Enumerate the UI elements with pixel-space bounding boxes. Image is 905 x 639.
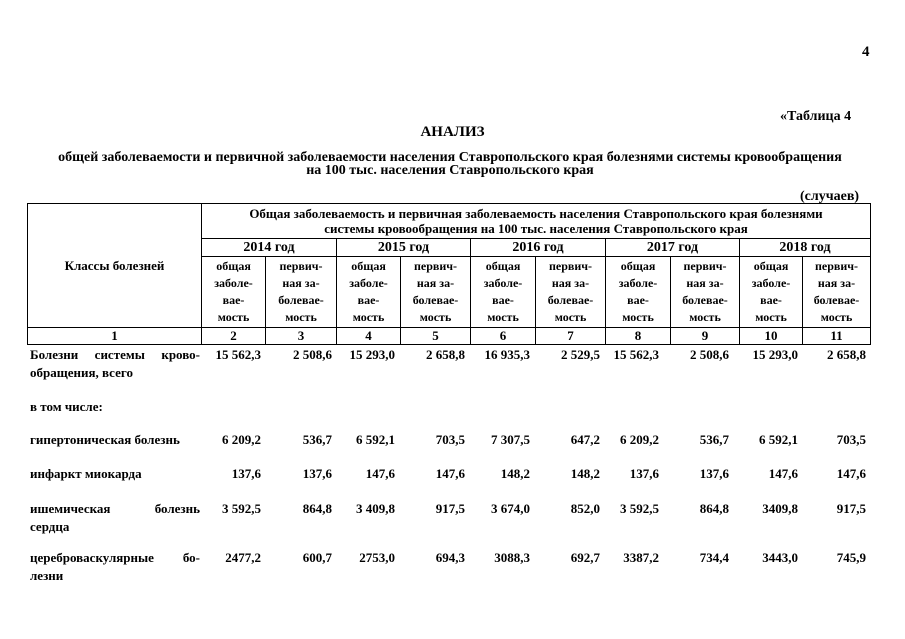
subheader-line: мость xyxy=(554,310,587,324)
main-header-line-1: Общая заболеваемость и первичная заболеваемость населения Ставропольского края болезнями xyxy=(249,206,823,221)
subheader-line: первич- xyxy=(814,259,859,273)
subheader-line: общая xyxy=(753,259,789,273)
subheader-line: вае- xyxy=(760,293,782,307)
row-value: 147,6 xyxy=(768,466,798,481)
row-value: 864,8 xyxy=(699,501,729,516)
table-row xyxy=(27,431,870,451)
general-incidence-header xyxy=(740,257,803,328)
row-value: 137,6 xyxy=(302,466,332,481)
row-value: 6 592,1 xyxy=(356,432,395,447)
subheader-line: заболе- xyxy=(214,276,253,290)
row-value: 137,6 xyxy=(231,466,261,481)
class-column-header xyxy=(28,204,202,328)
column-number: 6 xyxy=(471,328,536,345)
subheader-line: мость xyxy=(622,310,654,324)
general-incidence-header xyxy=(471,257,536,328)
row-value: 148,2 xyxy=(570,466,600,481)
row-value: 3 592,5 xyxy=(222,501,261,516)
row-value: 745,9 xyxy=(836,550,866,565)
row-value: 6 209,2 xyxy=(620,432,659,447)
general-incidence-header xyxy=(606,257,671,328)
year-header: 2014 год xyxy=(202,239,337,257)
primary-incidence-header xyxy=(803,257,871,328)
column-number: 3 xyxy=(266,328,337,345)
data-table-header xyxy=(27,203,871,345)
column-number: 9 xyxy=(671,328,740,345)
general-incidence-header xyxy=(202,257,266,328)
year-header: 2015 год xyxy=(337,239,471,257)
row-value: 147,6 xyxy=(365,466,395,481)
row-label-line-1: в том числе: xyxy=(30,399,103,414)
row-value: 2 508,6 xyxy=(293,347,332,362)
row-label xyxy=(30,431,200,449)
year-header: 2017 год xyxy=(606,239,740,257)
row-value: 692,7 xyxy=(570,550,600,565)
subheader-line: заболе- xyxy=(349,276,388,290)
subheader-line: мость xyxy=(820,310,853,324)
subtitle-line-1: общей заболеваемости и первичной заболеваемости населения Ставропольского края болезнями системы кровообращения xyxy=(58,150,842,165)
column-number: 11 xyxy=(803,328,871,345)
row-value: 2477,2 xyxy=(225,550,261,565)
page-number: 4 xyxy=(862,44,870,60)
subheader-line: заболе- xyxy=(483,276,523,290)
subheader-line: первич- xyxy=(413,259,458,273)
subheader-line: ная за- xyxy=(686,276,724,290)
subheader-line: мость xyxy=(419,310,452,324)
subheader-line: болевае- xyxy=(278,293,324,307)
main-header xyxy=(202,204,871,239)
row-value: 647,2 xyxy=(570,432,600,447)
row-value: 703,5 xyxy=(836,432,866,447)
subheader-line: болевае- xyxy=(682,293,728,307)
subheader-line: болевае- xyxy=(813,293,860,307)
row-value: 2 508,6 xyxy=(690,347,729,362)
row-value: 3 674,0 xyxy=(491,501,530,516)
class-column-label: Классы болезней xyxy=(64,257,165,273)
row-value: 600,7 xyxy=(302,550,332,565)
row-value: 147,6 xyxy=(435,466,465,481)
row-label xyxy=(30,500,200,536)
row-value: 137,6 xyxy=(699,466,729,481)
subheader-line: общая xyxy=(485,259,521,273)
subheader-line: ная за- xyxy=(282,276,320,290)
column-number: 10 xyxy=(740,328,803,345)
subheader-line: мость xyxy=(689,310,721,324)
subheader-line: болевае- xyxy=(547,293,594,307)
subheader-line: общая xyxy=(351,259,386,273)
subheader-line: ная за- xyxy=(416,276,455,290)
subheader-line: мость xyxy=(285,310,317,324)
table-reference: «Таблица 4 xyxy=(780,109,852,124)
row-value: 3 409,8 xyxy=(356,501,395,516)
row-value: 3088,3 xyxy=(494,550,530,565)
row-label-line-2: лезни xyxy=(30,568,64,583)
row-value: 917,5 xyxy=(836,501,866,516)
row-label-line-1: Болезни системы крово- xyxy=(30,347,200,362)
row-label-line-1: ишемическая болезнь xyxy=(30,501,200,516)
subheader-line: вае- xyxy=(492,293,514,307)
subheader-line: вае- xyxy=(357,293,380,307)
column-number: 2 xyxy=(202,328,266,345)
subheader-line: мость xyxy=(755,310,787,324)
subtitle-line-2: на 100 тыс. населения Ставропольского края xyxy=(306,163,594,178)
subheader-line: общая xyxy=(620,259,656,273)
table-row xyxy=(27,500,870,534)
subheader-line: вае- xyxy=(627,293,649,307)
subheader-line: ная за- xyxy=(817,276,856,290)
primary-incidence-header xyxy=(536,257,606,328)
subheader-line: вае- xyxy=(222,293,245,307)
document-title: АНАЛИЗ xyxy=(420,124,485,140)
row-value: 137,6 xyxy=(629,466,659,481)
column-number: 4 xyxy=(337,328,401,345)
column-number: 1 xyxy=(28,328,202,345)
subheader-line: болевае- xyxy=(412,293,459,307)
table-row xyxy=(27,465,870,485)
row-label-line-2: обращения, всего xyxy=(30,365,133,380)
subheader-line: заболе- xyxy=(751,276,791,290)
document-subtitle xyxy=(40,151,860,177)
subheader-line: мость xyxy=(352,310,385,324)
row-value: 3409,8 xyxy=(762,501,798,516)
row-value: 2753,0 xyxy=(359,550,395,565)
row-value: 2 658,8 xyxy=(426,347,465,362)
column-number: 7 xyxy=(536,328,606,345)
row-value: 864,8 xyxy=(302,501,332,516)
row-value: 15 562,3 xyxy=(613,347,659,362)
subheader-line: общая xyxy=(216,259,251,273)
row-value: 852,0 xyxy=(570,501,600,516)
subheader-line: первич- xyxy=(279,259,323,273)
row-label xyxy=(30,346,200,382)
row-value: 15 562,3 xyxy=(215,347,261,362)
row-value: 15 293,0 xyxy=(349,347,395,362)
row-value: 16 935,3 xyxy=(484,347,530,362)
row-value: 6 592,1 xyxy=(759,432,798,447)
row-value: 694,3 xyxy=(435,550,465,565)
column-number: 8 xyxy=(606,328,671,345)
table-row xyxy=(27,398,870,418)
main-header-line-2: системы кровообращения на 100 тыс. населения Ставропольского края xyxy=(324,221,748,236)
year-header: 2018 год xyxy=(740,239,871,257)
row-value: 917,5 xyxy=(435,501,465,516)
row-label-line-2: сердца xyxy=(30,519,70,534)
primary-incidence-header xyxy=(401,257,471,328)
subheader-line: заболе- xyxy=(618,276,658,290)
table-row xyxy=(27,346,870,380)
subheader-line: мость xyxy=(487,310,519,324)
row-value: 148,2 xyxy=(500,466,530,481)
row-value: 3 592,5 xyxy=(620,501,659,516)
column-number: 5 xyxy=(401,328,471,345)
units-label: (случаев) xyxy=(800,189,860,204)
row-value: 536,7 xyxy=(699,432,729,447)
primary-incidence-header xyxy=(266,257,337,328)
row-value: 147,6 xyxy=(836,466,866,481)
row-value: 15 293,0 xyxy=(752,347,798,362)
row-value: 7 307,5 xyxy=(491,432,530,447)
row-value: 536,7 xyxy=(302,432,332,447)
general-incidence-header xyxy=(337,257,401,328)
row-label xyxy=(30,549,200,585)
table-row xyxy=(27,549,870,583)
row-value: 703,5 xyxy=(435,432,465,447)
year-header: 2016 год xyxy=(471,239,606,257)
row-value: 734,4 xyxy=(699,550,729,565)
row-value: 3387,2 xyxy=(623,550,659,565)
primary-incidence-header xyxy=(671,257,740,328)
subheader-line: первич- xyxy=(683,259,727,273)
row-value: 2 529,5 xyxy=(561,347,600,362)
row-value: 2 658,8 xyxy=(827,347,866,362)
row-label xyxy=(30,398,200,416)
table-body xyxy=(27,342,870,639)
subheader-line: мость xyxy=(217,310,250,324)
subheader-line: ная за- xyxy=(551,276,590,290)
row-label-line-1: гипертоническая болезнь xyxy=(30,432,180,447)
row-value: 3443,0 xyxy=(762,550,798,565)
subheader-line: первич- xyxy=(548,259,593,273)
row-label-line-1: инфаркт миокарда xyxy=(30,466,142,481)
row-label xyxy=(30,465,200,483)
row-value: 6 209,2 xyxy=(222,432,261,447)
row-label-line-1: цереброваскулярные бо- xyxy=(30,550,200,565)
